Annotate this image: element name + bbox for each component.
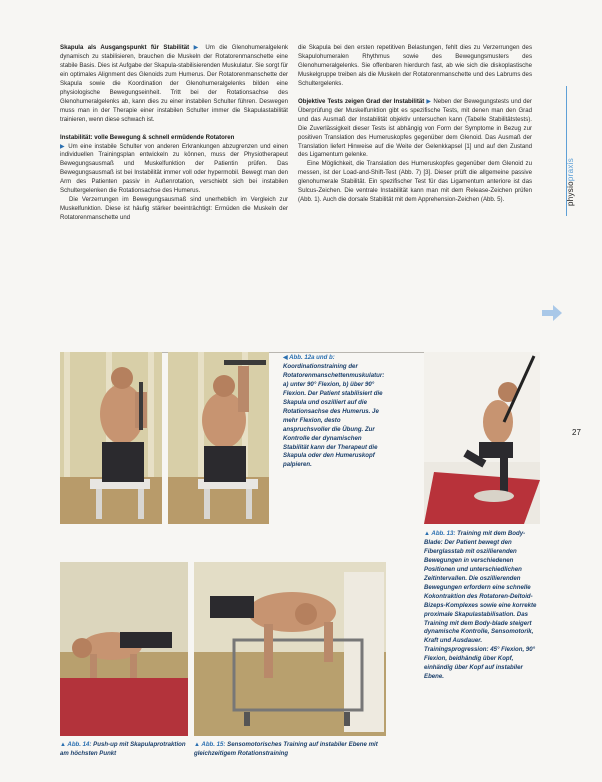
page-number: 27 <box>572 428 581 437</box>
left-text-column <box>60 44 288 223</box>
triangle-left-icon: ◀ <box>283 355 288 361</box>
section-heading: Skapula als Ausgangspunkt für Stabilität <box>60 44 190 51</box>
paragraph: Um eine instabile Schulter von anderen Erkrankungen abzugrenzen und einen individuellen Trainingsplan entwickeln zu können, muss der Physiotherapeut Bewegungsausmaß und Muskelfunktion der Patientin prüfen. Das Bewegungsausmaß ist bei Instabilität immer voll oder hypermobil. Bewegt man den Arm des Patienten passiv in Außenrotation, verschiebt sich bei instabilen Schultergelenken die Rotationsachse des Humerus. <box>60 142 289 195</box>
paragraph: die Skapula bei den ersten repetitiven Belastungen, fehlt dies zu Verzerrungen des Skapulohumeralen Rhythmus sowie des Bewegungsmusters des Glenohumeralgelenks. Sie offenbaren hierdurch fast, ab wie sich die diskoplastische Muskelgruppe treiben als die Muskeln der Rotatorenmanschette und des Labrums des Schultergelenks. <box>298 44 532 87</box>
photo-exercise-15 <box>194 562 386 736</box>
triangle-up-icon: ▲ <box>194 742 200 748</box>
photo-exercise-12a <box>60 352 162 524</box>
section-heading: Instabilität: volle Bewegung & schnell ermüdende Rotatoren <box>60 133 235 141</box>
right-text-column <box>298 44 532 205</box>
caption-abb15: ▲ Abb. 15: Sensomotorisches Training auf instabiler Ebene mit gleichzeitigem Rotationstraining <box>194 741 378 757</box>
triangle-icon: ▶ <box>426 98 432 105</box>
side-tab-label: physiopraxis <box>566 157 575 206</box>
caption-abb13: ▲ Abb. 13: Training mit dem Body-Blade: Der Patient bewegt den Fiberglasstab mit oszillierenden Bewegungen in verschiedenen Positionen und unterschiedlichen Zeitintervallen. Die oszillierenden Bewegungen erfordern eine schnelle Kokontraktion des Rotatoren-Deltoid-Bizeps-Komplexes sowie eine korrekte proximale Skapulastabilisation. Das Training mit dem Body-blade steigert dynamische Kontrolle, Sensomotorik, Kraft und Ausdauer. Trainingsprogression: 45° Flexion, 90° Flexion, beidhändig über Kopf, einhändig über Kopf auf instabiler Ebene. <box>424 530 537 681</box>
triangle-icon: ▶ <box>193 45 201 51</box>
photo-exercise-13 <box>424 352 540 524</box>
photo-exercise-14 <box>60 562 188 736</box>
caption-abb14: ▲ Abb. 14: Push-up mit Skapulaprotraktion am höchsten Punkt <box>60 741 186 757</box>
paragraph: Eine Möglichkeit, die Translation des Humeruskopfes gegenüber dem Glenoid zu messen, ist der Load-and-Shift-Test (Abb. 7) [3]. Dieser prüft die allgemeine passive glenohumerale Stabilität. Ein spezifischer Test für das Ligamentum anteriore ist das Sulcus-Zeichen. Die ventrale Instabilität kann man mit dem Release-Zeichen prüfen (Abb. 1). Auch die dorsale Stabilität mit dem Apprehension-Zeichen (Abb. 5). <box>298 160 532 204</box>
paragraph: Die Verzerrungen im Bewegungsausmaß sind unerheblich im Vergleich zur Muskelfunktion. Diese ist häufig stärker beeinträchtigt: Ermüden die Muskeln der Rotatorenmanschette und <box>60 196 288 222</box>
triangle-up-icon: ▲ <box>60 742 66 748</box>
photo-exercise-12b <box>168 352 269 524</box>
triangle-icon: ▶ <box>60 143 66 150</box>
arrow-right-icon <box>540 303 564 323</box>
section-heading: Objektive Tests zeigen Grad der Instabilität <box>298 97 425 105</box>
paragraph: Um die Glenohumeralgelenk dynamisch zu stabilisieren, brauchen die Muskeln der Rotatorenmanschette eine stabile Basis. Dies ist Aufgabe der Skapula-stabilisierenden Muskulatur. Sie sorgt für ein optimales Alignment des Glenoids zum Humerus. Der Rotatorenmanschette der Skapula sowie die Koordination der Glenohumeralgelenks bilden eine physiologische Bewegungseinheit. Tritt bei der Rotationsachse des Glenohumeralgelenks ab, kann dies zu einer instabilen Schulter führen. Deswegen muss man in der Therapie einer instabilen Schulter immer die Skapulastabilität trainieren, wenn diese schwach ist. <box>60 44 289 123</box>
caption-abb12: ◀ Abb. 12a und b: Koordinationstraining der Rotatorenmanschettenmuskulatur: a) unter 90° Flexion, b) über 90° Flexion. Der Patient stabilisiert die Skapula und oszilliert auf die Rotationsachse des Humerus. Je mehr Flexion, desto anspruchsvoller die Übung. Zur Kontrolle der dynamischen Stabilität kann der Therapeut die Skapula oder den Humeruskopf palpieren. <box>283 354 385 469</box>
paragraph: Neben der Bewegungstests und der Überprüfung der Muskelfunktion gibt es spezifische Tests, mit denen man den Grad und das Ausmaß der Instabilität objektiv untersuchen kann (Tabelle Stabilitätstests). Die Zuverlässigkeit dieser Tests ist abhängig von Form der Symptome in Bezug zur positiven Translation des Humeruskopfes gegenüber dem Glenoid. Das Ausmaß der Translation liefert Hinweise auf die Weite der Gelenkkapsel [1] und auf den Zustand des Ligamentum gelenke. <box>298 97 532 159</box>
triangle-up-icon: ▲ <box>424 531 430 537</box>
